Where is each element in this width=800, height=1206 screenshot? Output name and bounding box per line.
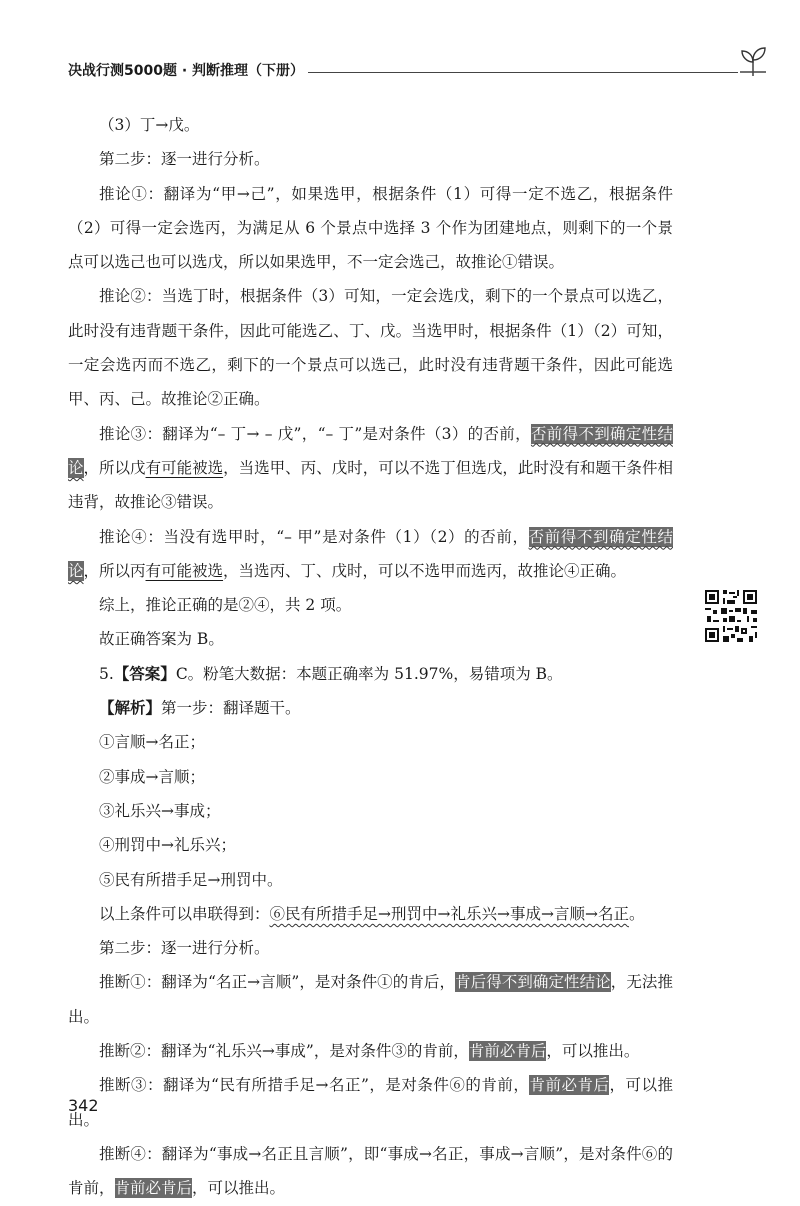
condition-3: （3）丁→戊。 bbox=[99, 116, 200, 134]
inference-2: 推论②：当选丁时，根据条件（3）可知，一定会选戊，剩下的一个景点可以选乙，此时没有违背题干条件，因此可能选乙、丁、戊。当选甲时，根据条件（1）（2）可知，一定会选丙而不选乙，剩下的一个景点可以选己，此时没有违背题干条件，因此可能选甲、丙、己。故推论②正确。 bbox=[68, 287, 673, 409]
step-two-heading-2: 第二步：逐一进行分析。 bbox=[99, 939, 270, 958]
page-content bbox=[68, 108, 673, 1206]
highlight-rule: 肯前必肯后 bbox=[468, 1042, 547, 1061]
page-number: 342 bbox=[68, 1096, 99, 1115]
highlight-rule: 肯前必肯后 bbox=[114, 1179, 193, 1198]
highlight-rule: 否前得不到确定性结论 bbox=[68, 527, 673, 580]
answer-line: 故正确答案为 B。 bbox=[99, 630, 224, 649]
sprout-icon bbox=[738, 42, 768, 78]
question-5-answer: 5.【答案】C。粉笔大数据：本题正确率为 51.97%，易错项为 B。 bbox=[99, 664, 563, 683]
deduction-1: 推断①：翻译为“名正→言顺”，是对条件①的肯后，肯后得不到确定性结论，无法推出。 bbox=[68, 973, 673, 1026]
underlined-phrase: 有可能被选 bbox=[145, 458, 224, 477]
inference-4: 推论④：当没有选甲时，“– 甲”是对条件（1）（2）的否前，否前得不到确定性结论，所以丙有可能被选，当选丙、丁、戊时，可以不选甲而选丙，故推论④正确。 bbox=[68, 527, 673, 580]
header-rule bbox=[308, 72, 738, 73]
premise-3: ③礼乐兴→事成； bbox=[99, 801, 221, 820]
deduction-4: 推断④：翻译为“事成→名正且言顺”，即“事成→名正，事成→言顺”，是对条件⑥的肯前，肯前必肯后，可以推出。 bbox=[68, 1144, 673, 1198]
answer-label: 【答案】 bbox=[113, 664, 176, 683]
premise-2: ②事成→言顺； bbox=[99, 767, 205, 786]
underlined-phrase: 有可能被选 bbox=[145, 561, 224, 580]
highlight-rule: 否前得不到确定性结论 bbox=[68, 424, 673, 477]
chain-line: 以上条件可以串联得到：⑥民有所措手足→刑罚中→礼乐兴→事成→言顺→名正。 bbox=[99, 904, 645, 923]
premise-1: ①言顺→名正； bbox=[99, 733, 205, 752]
inference-3: 推论③：翻译为“– 丁→ – 戊”，“– 丁”是对条件（3）的否前，否前得不到确定性结论，所以戊有可能被选，当选甲、丙、戊时，可以不选丁但选戊，此时没有和题干条件相违背，故推论③错误。 bbox=[68, 424, 673, 512]
qr-code-icon[interactable] bbox=[703, 588, 759, 644]
highlight-rule: 肯前必肯后 bbox=[529, 1076, 610, 1095]
deduction-2: 推断②：翻译为“礼乐兴→事成”，是对条件③的肯前，肯前必肯后，可以推出。 bbox=[99, 1042, 640, 1061]
deduction-3: 推断③：翻译为“民有所措手足→名正”，是对条件⑥的肯前，肯前必肯后，可以推出。 bbox=[68, 1076, 673, 1129]
wavy-chain: ⑥民有所措手足→刑罚中→礼乐兴→事成→言顺→名正 bbox=[269, 904, 629, 923]
running-header bbox=[68, 42, 768, 78]
premise-4: ④刑罚中→礼乐兴； bbox=[99, 836, 236, 855]
step-two-heading: 第二步：逐一进行分析。 bbox=[99, 150, 270, 169]
book-title: 决战行测5000题 · 判断推理（下册） bbox=[68, 63, 305, 79]
inference-1: 推论①：翻译为“甲→己”，如果选甲，根据条件（1）可得一定不选乙，根据条件（2）可得一定会选丙，为满足从 6 个景点中选择 3 个作为团建地点，则剩下的一个景点可以选己也可以选戊，所以如果选甲，不一定会选己，故推论①错误。 bbox=[68, 184, 673, 272]
highlight-rule: 肯后得不到确定性结论 bbox=[455, 973, 611, 992]
summary: 综上，推论正确的是②④，共 2 项。 bbox=[99, 596, 352, 615]
premise-5: ⑤民有所措手足→刑罚中。 bbox=[99, 870, 283, 889]
analysis-label: 【解析】 bbox=[99, 699, 162, 718]
analysis-heading: 【解析】第一步：翻译题干。 bbox=[99, 699, 301, 718]
